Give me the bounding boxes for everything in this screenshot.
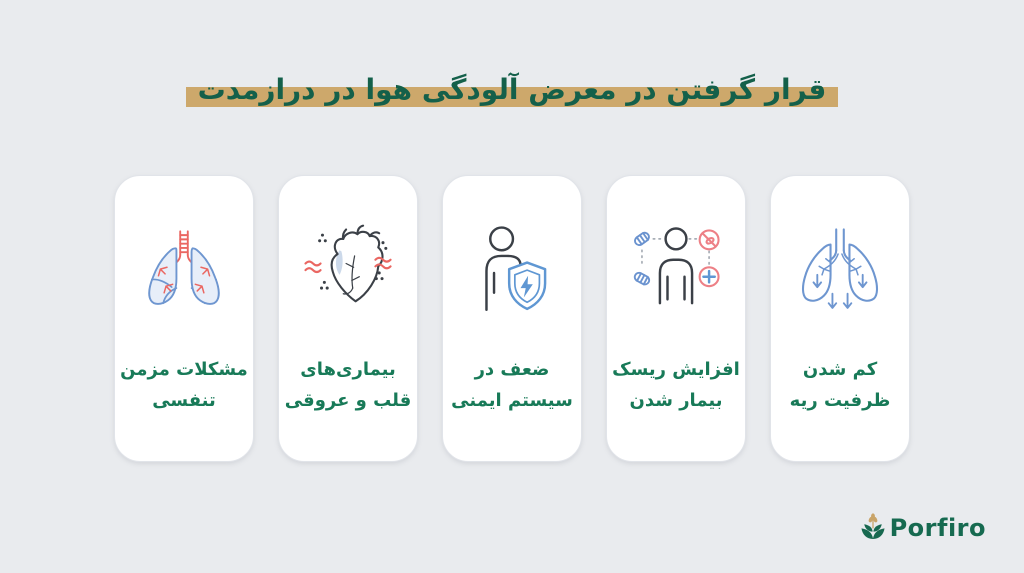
brand-name: Porfiro (889, 514, 986, 542)
card-cardiovascular-diseases (278, 175, 418, 462)
card-icon-box (288, 216, 408, 328)
card-label-line1: افزایش ریسک (612, 359, 740, 380)
card-label-line1: بیماری‌های (300, 359, 396, 380)
sprout-wheat-icon (861, 513, 885, 541)
card-label-line1: مشکلات مزمن (120, 359, 248, 380)
card-label-line2: سیستم ایمنی (451, 390, 573, 411)
card-label (120, 354, 248, 416)
card-icon-box (616, 216, 736, 328)
card-increased-illness-risk (606, 175, 746, 462)
card-respiratory-problems (114, 175, 254, 462)
page-title: قرار گرفتن در معرض آلودگی هوا در درازمدت (197, 73, 827, 106)
anatomical-heart-icon (296, 220, 400, 324)
card-label-line2: بیمار شدن (629, 390, 723, 411)
card-label-line1: کم شدن (802, 359, 878, 380)
person-shield-icon (460, 220, 564, 324)
card-icon-box (452, 216, 572, 328)
reduced-lungs-icon (788, 220, 892, 324)
card-reduced-lung-capacity (770, 175, 910, 462)
card-label (451, 354, 573, 416)
card-label-line1: ضعف در (474, 359, 550, 380)
card-icon-box (780, 216, 900, 328)
card-label (612, 354, 740, 416)
brand-logo (861, 513, 986, 541)
card-icon-box (124, 216, 244, 328)
card-weak-immune-system (442, 175, 582, 462)
card-label (285, 354, 412, 416)
person-risk-icon (624, 220, 728, 324)
cards-row (0, 175, 1024, 462)
card-label-line2: قلب و عروقی (284, 390, 412, 411)
card-label-line2: ظرفیت ریه (789, 390, 891, 411)
card-label (790, 354, 891, 416)
damaged-lungs-icon (132, 220, 236, 324)
card-label-line2: تنفسی (152, 390, 216, 411)
title-block (0, 70, 1024, 110)
